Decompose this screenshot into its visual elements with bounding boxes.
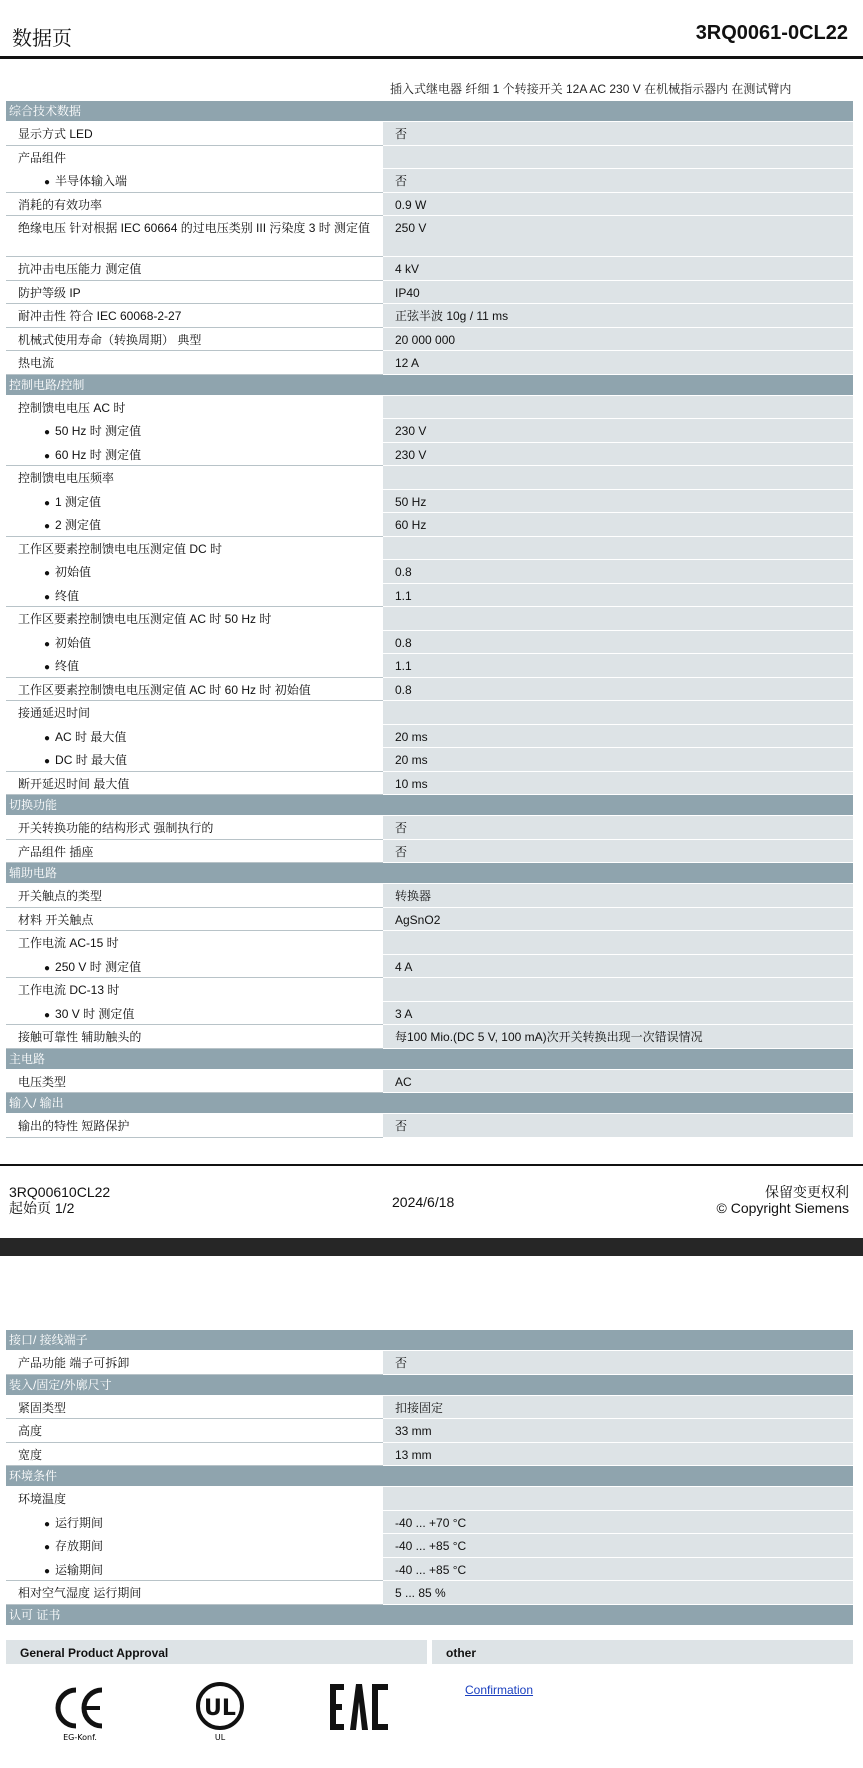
bullet-icon: ● <box>44 1565 51 1577</box>
spec-row <box>6 146 853 170</box>
spec-value <box>383 701 853 725</box>
spec-row <box>6 678 853 702</box>
page-separator <box>0 1238 863 1256</box>
spec-value <box>383 1487 853 1511</box>
spec-label-text: AC 时 最大值 <box>55 729 127 744</box>
spec-row <box>6 584 853 608</box>
spec-label-text: 运行期间 <box>55 1515 104 1530</box>
spec-row <box>6 908 853 932</box>
spec-row <box>6 840 853 864</box>
spec-label <box>6 513 383 537</box>
spec-label <box>6 1511 383 1535</box>
spec-label-text: 30 V 时 测定值 <box>55 1006 135 1021</box>
section-header: 控制电路/控制 <box>6 375 853 396</box>
spec-value: 12 A <box>383 351 853 375</box>
footer-copyright: © Copyright Siemens <box>716 1200 849 1216</box>
spec-row <box>6 1534 853 1558</box>
spec-label-text: 绝缘电压 针对根据 IEC 60664 的过电压类别 III 污染度 3 时 测定值 <box>18 221 371 235</box>
spec-label-text: 热电流 <box>18 356 55 370</box>
spec-value: 转换器 <box>383 884 853 908</box>
spec-value <box>383 537 853 561</box>
spec-row <box>6 351 853 375</box>
spec-row <box>6 443 853 467</box>
spec-label-text: 产品组件 插座 <box>18 844 94 859</box>
page-header <box>0 0 863 59</box>
spec-row <box>6 701 853 725</box>
spec-label <box>6 169 383 193</box>
spec-label <box>6 584 383 608</box>
spec-row <box>6 396 853 420</box>
spec-label <box>6 1419 383 1443</box>
spec-label <box>6 1114 383 1138</box>
ce-caption: EG-Konf. <box>63 1733 97 1742</box>
spec-row <box>6 1487 853 1511</box>
spec-label <box>6 419 383 443</box>
spec-label-text: 显示方式 LED <box>18 127 93 141</box>
spec-label <box>6 1487 383 1511</box>
spec-value: 4 A <box>383 955 853 979</box>
spec-table-page-2 <box>6 1330 853 1626</box>
spec-label-text: 产品功能 端子可拆卸 <box>18 1356 130 1370</box>
spec-row <box>6 169 853 193</box>
section-header: 辅助电路 <box>6 863 853 884</box>
section-header: 接口/ 接线端子 <box>6 1330 853 1351</box>
bullet-icon: ● <box>44 756 51 767</box>
confirmation-link[interactable]: Confirmation <box>465 1683 534 1697</box>
spec-label <box>6 908 383 932</box>
spec-value: AC <box>383 1070 853 1094</box>
spec-row <box>6 1419 853 1443</box>
spec-label-text: 产品组件 <box>18 150 67 165</box>
spec-row <box>6 1025 853 1049</box>
spec-value: 否 <box>383 122 853 146</box>
spec-row <box>6 955 853 979</box>
spec-label-text: 断开延迟时间 最大值 <box>18 776 130 791</box>
eac-mark-icon <box>328 1680 392 1741</box>
spec-label-text: 50 Hz 时 测定值 <box>55 424 142 438</box>
spec-row <box>6 884 853 908</box>
svg-text:UL: UL <box>204 1696 236 1721</box>
spec-row <box>6 216 853 257</box>
spec-label <box>6 537 383 561</box>
spec-value: 每100 Mio.(DC 5 V, 100 mA)次开关转换出现一次错误情况 <box>383 1025 853 1049</box>
spec-row <box>6 1070 853 1094</box>
spec-label-text: 250 V 时 测定值 <box>55 959 142 974</box>
bullet-icon: ● <box>44 732 51 744</box>
footer-page-number: 起始页 1/2 <box>9 1200 75 1216</box>
spec-label <box>6 1558 383 1582</box>
spec-row <box>6 1114 853 1138</box>
spec-value: 否 <box>383 169 853 193</box>
spec-label-text: 耐冲击性 符合 IEC 60068-2-27 <box>18 309 182 323</box>
spec-value: 33 mm <box>383 1419 853 1443</box>
approval-header-row <box>6 1640 853 1664</box>
spec-label <box>6 1534 383 1558</box>
footer-date: 2024/6/18 <box>392 1194 455 1210</box>
bullet-icon: ● <box>44 497 51 509</box>
bullet-icon: ● <box>44 521 51 532</box>
section-header: 综合技术数据 <box>6 101 853 122</box>
spec-label <box>6 1025 383 1049</box>
spec-row <box>6 978 853 1002</box>
spec-label-text: 工作区要素控制馈电电压测定值 DC 时 <box>18 541 223 556</box>
ul-caption: UL <box>214 1733 226 1742</box>
spec-value: 1.1 <box>383 584 853 608</box>
spec-value: 否 <box>383 1351 853 1375</box>
spec-value: 5 ... 85 % <box>383 1581 853 1605</box>
spec-row <box>6 931 853 955</box>
spec-label <box>6 328 383 352</box>
spec-row <box>6 257 853 281</box>
page-footer <box>0 1164 863 1240</box>
spec-value: -40 ... +85 °C <box>383 1534 853 1558</box>
spec-label <box>6 1002 383 1026</box>
spec-row <box>6 513 853 537</box>
spec-label-text: 接通延迟时间 <box>18 706 91 720</box>
section-header: 主电路 <box>6 1049 853 1070</box>
spec-label-text: 存放期间 <box>55 1539 104 1553</box>
bullet-icon: ● <box>44 1542 51 1553</box>
spec-value: 60 Hz <box>383 513 853 537</box>
section-header: 装入/固定/外廓尺寸 <box>6 1375 853 1396</box>
spec-value: 0.8 <box>383 560 853 584</box>
footer-rights: 保留变更权利 <box>765 1184 849 1200</box>
spec-row <box>6 304 853 328</box>
spec-value <box>383 146 853 170</box>
bullet-icon: ● <box>44 568 51 579</box>
spec-label-text: 1 测定值 <box>55 494 102 509</box>
spec-row <box>6 654 853 678</box>
spec-label <box>6 193 383 217</box>
spec-row <box>6 537 853 561</box>
spec-row <box>6 490 853 514</box>
spec-row <box>6 193 853 217</box>
product-description: 插入式继电器 纤细 1 个转接开关 12A AC 230 V 在机械指示器内 在测试臂内 <box>390 82 792 96</box>
spec-row <box>6 560 853 584</box>
spec-row <box>6 1581 853 1605</box>
footer-left <box>9 1184 110 1216</box>
spec-value: IP40 <box>383 281 853 305</box>
spec-row <box>6 1002 853 1026</box>
spec-label-text: 接触可靠性 辅助触头的 <box>18 1030 142 1044</box>
bullet-icon: ● <box>44 427 51 438</box>
spec-label <box>6 772 383 796</box>
spec-row <box>6 1558 853 1582</box>
spec-label <box>6 396 383 420</box>
spec-value: 1.1 <box>383 654 853 678</box>
spec-value: 4 kV <box>383 257 853 281</box>
spec-label-text: 抗冲击电压能力 测定值 <box>18 262 142 276</box>
spec-label <box>6 748 383 772</box>
spec-label <box>6 304 383 328</box>
spec-label-text: 紧固类型 <box>18 1400 67 1415</box>
ce-mark-icon <box>50 1680 112 1745</box>
spec-label-text: 工作电流 DC-13 时 <box>18 983 120 997</box>
spec-label-text: 机械式使用寿命（转换周期） 典型 <box>18 332 202 347</box>
bullet-icon: ● <box>44 962 51 974</box>
approval-col-other: other <box>432 1640 853 1664</box>
spec-label <box>6 607 383 631</box>
section-header: 认可 证书 <box>6 1605 853 1626</box>
spec-value <box>383 978 853 1002</box>
spec-label <box>6 490 383 514</box>
spec-label-text: 终值 <box>55 659 80 673</box>
spec-label <box>6 257 383 281</box>
section-header: 切换功能 <box>6 795 853 816</box>
spec-value: 13 mm <box>383 1443 853 1467</box>
spec-label <box>6 1070 383 1094</box>
spec-row <box>6 1351 853 1375</box>
ul-mark-icon <box>194 1680 250 1745</box>
spec-row <box>6 725 853 749</box>
bullet-icon: ● <box>44 177 51 188</box>
spec-label <box>6 443 383 467</box>
spec-label <box>6 1581 383 1605</box>
spec-value: 20 000 000 <box>383 328 853 352</box>
spec-label-text: 初始值 <box>55 635 92 650</box>
spec-row <box>6 328 853 352</box>
spec-label-text: 环境温度 <box>18 1492 67 1506</box>
spec-label-text: 控制馈电电压 AC 时 <box>18 400 126 415</box>
spec-value: -40 ... +70 °C <box>383 1511 853 1535</box>
spec-label <box>6 978 383 1002</box>
spec-table-page-1 <box>6 101 853 1138</box>
spec-row <box>6 1443 853 1467</box>
spec-label <box>6 560 383 584</box>
spec-value <box>383 931 853 955</box>
spec-label-text: 电压类型 <box>18 1074 67 1089</box>
spec-label <box>6 216 383 257</box>
spec-row <box>6 122 853 146</box>
spec-label <box>6 931 383 955</box>
spec-label <box>6 146 383 170</box>
spec-value: 10 ms <box>383 772 853 796</box>
spec-row <box>6 419 853 443</box>
spec-label-text: 初始值 <box>55 565 92 579</box>
spec-label <box>6 122 383 146</box>
section-header: 输入/ 输出 <box>6 1093 853 1114</box>
spec-label-text: 宽度 <box>18 1447 43 1462</box>
spec-label-text: 运输期间 <box>55 1562 104 1577</box>
spec-label-text: 相对空气湿度 运行期间 <box>18 1586 142 1600</box>
spec-label-text: 防护等级 IP <box>18 285 81 300</box>
page-title: 数据页 <box>12 28 72 50</box>
spec-label <box>6 631 383 655</box>
spec-label-text: 材料 开关触点 <box>18 912 94 927</box>
spec-label <box>6 654 383 678</box>
spec-value: -40 ... +85 °C <box>383 1558 853 1582</box>
spec-row <box>6 816 853 840</box>
spec-label-text: 高度 <box>18 1424 43 1438</box>
spec-value <box>383 396 853 420</box>
spec-label-text: 消耗的有效功率 <box>18 197 103 212</box>
bullet-icon: ● <box>44 662 51 673</box>
spec-label <box>6 351 383 375</box>
spec-value: 230 V <box>383 443 853 467</box>
spec-label-text: 2 测定值 <box>55 518 102 532</box>
spec-label-text: 半导体输入端 <box>55 174 128 188</box>
bullet-icon: ● <box>44 591 51 603</box>
spec-label <box>6 1443 383 1467</box>
bullet-icon: ● <box>44 450 51 462</box>
spec-value: 3 A <box>383 1002 853 1026</box>
spec-value: AgSnO2 <box>383 908 853 932</box>
spec-row <box>6 466 853 490</box>
spec-label <box>6 725 383 749</box>
spec-label-text: 工作区要素控制馈电电压测定值 AC 时 50 Hz 时 <box>18 612 272 626</box>
spec-value <box>383 607 853 631</box>
spec-label <box>6 466 383 490</box>
spec-value: 50 Hz <box>383 490 853 514</box>
bullet-icon: ● <box>44 1518 51 1530</box>
spec-value: 否 <box>383 840 853 864</box>
spec-value: 230 V <box>383 419 853 443</box>
spec-row <box>6 607 853 631</box>
spec-label-text: 输出的特性 短路保护 <box>18 1119 130 1133</box>
spec-row <box>6 772 853 796</box>
spec-row <box>6 1396 853 1420</box>
spec-label <box>6 884 383 908</box>
spec-label-text: 60 Hz 时 测定值 <box>55 447 142 462</box>
spec-value: 0.8 <box>383 631 853 655</box>
spec-label-text: 工作电流 AC-15 时 <box>18 936 119 950</box>
order-number: 3RQ0061-0CL22 <box>695 22 848 44</box>
spec-value: 正弦半波 10g / 11 ms <box>383 304 853 328</box>
spec-label <box>6 840 383 864</box>
spec-label <box>6 1351 383 1375</box>
spec-row <box>6 1511 853 1535</box>
spec-value: 否 <box>383 816 853 840</box>
spec-label-text: 终值 <box>55 588 80 603</box>
spec-value: 0.8 <box>383 678 853 702</box>
spec-label-text: 工作区要素控制馈电电压测定值 AC 时 60 Hz 时 初始值 <box>18 682 311 697</box>
spec-label <box>6 1396 383 1420</box>
spec-value: 0.9 W <box>383 193 853 217</box>
spec-value <box>383 466 853 490</box>
spec-label <box>6 701 383 725</box>
spec-label-text: 控制馈电电压频率 <box>18 471 115 485</box>
spec-label-text: DC 时 最大值 <box>55 753 128 767</box>
spec-value: 20 ms <box>383 725 853 749</box>
footer-right <box>717 1184 849 1216</box>
footer-order-number: 3RQ00610CL22 <box>9 1184 111 1200</box>
spec-label <box>6 955 383 979</box>
spec-label-text: 开关转换功能的结构形式 强制执行的 <box>18 821 214 835</box>
spec-value: 否 <box>383 1114 853 1138</box>
spec-value: 250 V <box>383 216 853 257</box>
section-header: 环境条件 <box>6 1466 853 1487</box>
spec-value: 20 ms <box>383 748 853 772</box>
bullet-icon: ● <box>44 1009 51 1021</box>
spec-label <box>6 816 383 840</box>
spec-label <box>6 678 383 702</box>
approval-col-general: General Product Approval <box>6 1640 427 1664</box>
spec-value: 扣接固定 <box>383 1396 853 1420</box>
spec-label <box>6 281 383 305</box>
spec-row <box>6 631 853 655</box>
spec-row <box>6 748 853 772</box>
spec-label-text: 开关触点的类型 <box>18 889 103 903</box>
bullet-icon: ● <box>44 638 51 650</box>
spec-row <box>6 281 853 305</box>
